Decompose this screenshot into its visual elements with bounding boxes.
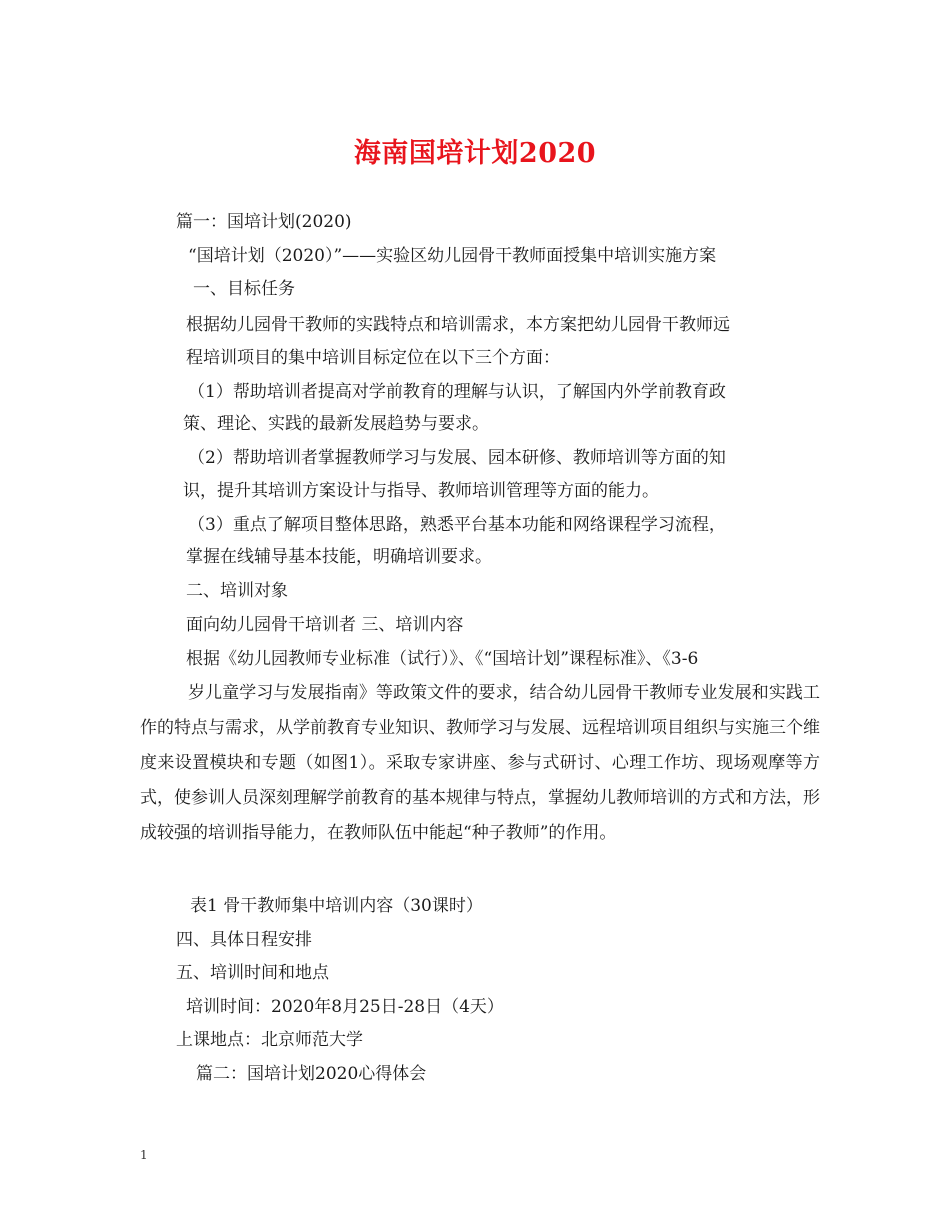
table-caption: 表1 骨干教师集中培训内容（30课时）: [190, 896, 483, 916]
heading-goals: 一、目标任务: [193, 279, 295, 299]
heading-time-location: 五、培训时间和地点: [176, 963, 329, 983]
goal-item-3-line: 掌握在线辅导基本技能，明确培训要求。: [186, 547, 492, 567]
content-paragraph: 岁儿童学习与发展指南》等政策文件的要求，结合幼儿园骨干教师专业发展和实践工作的特点与需求，从学前教育专业知识、教师学习与发展、远程培训项目组织与实施三个维度来设置模块和专题（如图1）。采取专家讲座、参与式研讨、心理工作坊、现场观摩等方式，使参训人员深刻理解学前教育的基本规律与特点，掌握幼儿教师培训的方式和方法，形成较强的培训指导能力，在教师队伍中能起“种子教师”的作用。: [140, 683, 820, 843]
goal-item-3-line: （3）重点了解项目整体思路，熟悉平台基本功能和网络课程学习流程，: [188, 515, 726, 535]
page-number: 1: [140, 1148, 148, 1162]
paragraph-line: 程培训项目的集中培训目标定位在以下三个方面：: [186, 348, 560, 368]
heading-schedule: 四、具体日程安排: [176, 930, 312, 950]
goal-item-2-line: 识，提升其培训方案设计与指导、教师培训管理等方面的能力。: [183, 481, 659, 501]
class-location: 上课地点：北京师范大学: [176, 1030, 363, 1050]
paragraph-line: 根据《幼儿园教师专业标准（试行）》、《“国培计划”课程标准》、《3-6: [186, 649, 699, 669]
plan-subtitle: “国培计划（2020）”——实验区幼儿园骨干教师面授集中培训实施方案: [188, 246, 717, 266]
target-and-content-heading: 面向幼儿园骨干培训者 三、培训内容: [186, 615, 464, 635]
section-heading-part2: 篇二：国培计划2020心得体会: [196, 1064, 427, 1084]
training-time: 培训时间：2020年8月25日-28日（4天）: [186, 997, 504, 1017]
goal-item-1-line: （1）帮助培训者提高对学前教育的理解与认识，了解国内外学前教育政: [188, 382, 726, 402]
goal-item-2-line: （2）帮助培训者掌握教师学习与发展、园本研修、教师培训等方面的知: [188, 448, 726, 468]
document-title: 海南国培计划2020: [353, 138, 597, 169]
section-heading-part1: 篇一：国培计划(2020): [176, 212, 352, 232]
paragraph-line: 根据幼儿园骨干教师的实践特点和培训需求，本方案把幼儿园骨干教师远: [186, 315, 730, 335]
goal-item-1-line: 策、理论、实践的最新发展趋势与要求。: [183, 414, 489, 434]
heading-target: 二、培训对象: [186, 581, 288, 601]
